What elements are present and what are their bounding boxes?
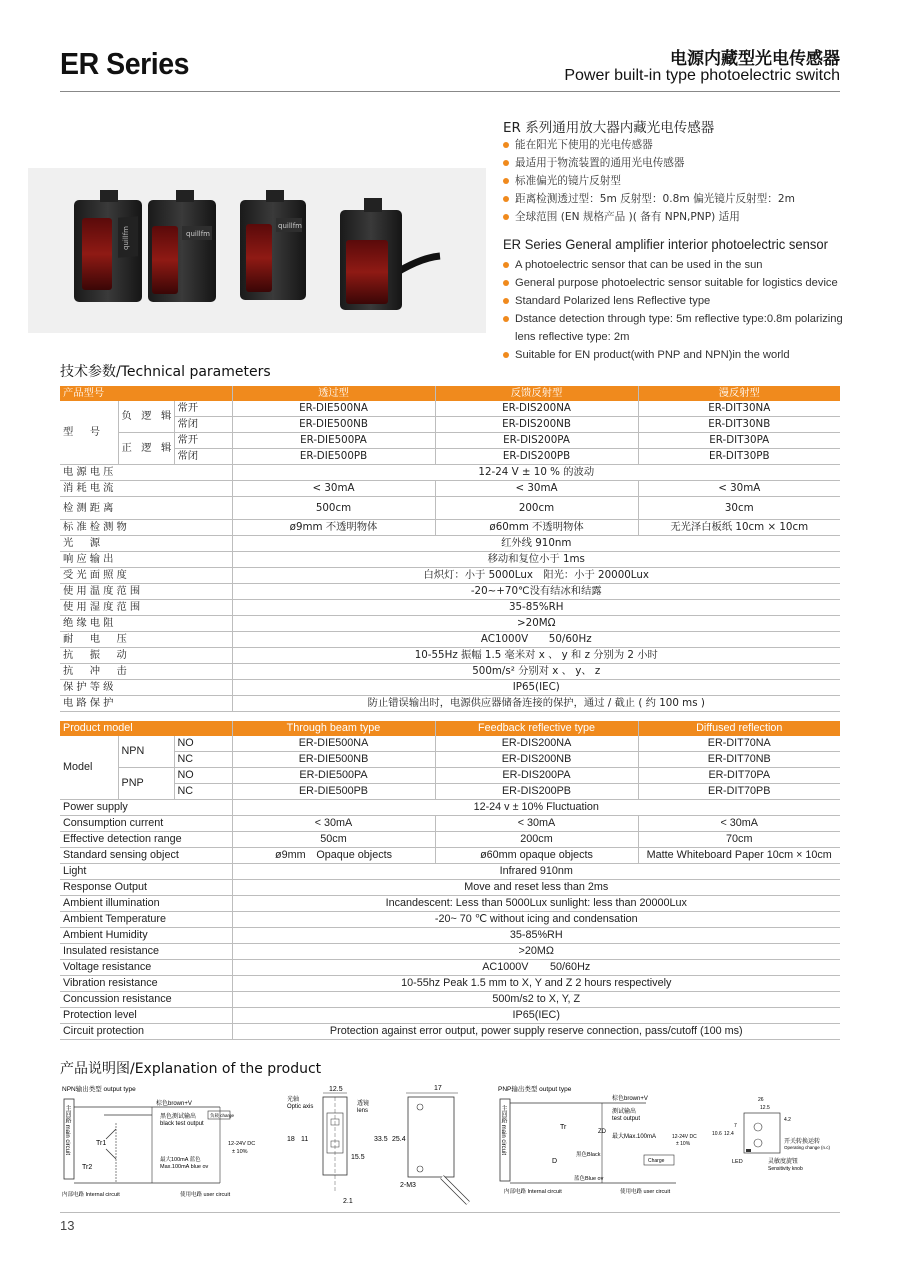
spec-label-cell: Concussion resistance: [60, 992, 232, 1008]
table-row: [60, 816, 840, 832]
sensor-brand-label: quillfm: [186, 230, 210, 238]
table-row: [60, 896, 840, 912]
pnp-load: Charge: [648, 1158, 665, 1164]
pnp-black: 黑色Black: [576, 1152, 601, 1158]
mode-cell: 常闭: [174, 449, 232, 465]
table-row: [60, 417, 840, 433]
model-cell: ER-DIT30PB: [638, 449, 840, 465]
spec-label-cell: Ambient Temperature: [60, 912, 232, 928]
feature-item: [503, 154, 843, 172]
table-row: [60, 401, 840, 417]
dim-7: 7: [734, 1123, 737, 1129]
product-photo: [28, 168, 486, 333]
series-title: ER Series: [60, 46, 190, 81]
spec-table-cn: [60, 386, 840, 712]
pnp-d: D: [552, 1158, 558, 1165]
dim-26: 26: [758, 1097, 764, 1103]
sensor-unit: [240, 190, 306, 300]
table-row: [60, 768, 840, 784]
dim-12-5: 12.5: [329, 1086, 343, 1093]
spec-value-cell: 35-85%RH: [232, 928, 840, 944]
header-cell: 漫反射型: [638, 386, 840, 401]
spec-label-cell: 消耗电流: [60, 481, 232, 497]
spec-label-cell: 抗 振 动: [60, 648, 232, 664]
table-row: [60, 784, 840, 800]
model-cell: ER-DIE500NB: [232, 417, 435, 433]
model-cell: ER-DIE500PA: [232, 433, 435, 449]
spec-value-cell: 500cm: [232, 497, 435, 520]
spec-value-cell: 12-24 v ± 10% Fluctuation: [232, 800, 840, 816]
mode-cell: 常开: [174, 401, 232, 417]
npn-tr2: Tr2: [82, 1164, 93, 1171]
header-cell: 产品型号: [60, 386, 232, 401]
feature-text: General purpose photoelectric sensor suitable for logistics device: [515, 277, 838, 289]
table-row: [60, 568, 840, 584]
spec-value-cell: ø9mm Opaque objects: [232, 848, 435, 864]
spec-value-cell: 35-85%RH: [232, 600, 840, 616]
npn-brown-label: 棕色brown+V: [156, 1101, 192, 1107]
feature-text: Suitable for EN product(with PNP and NPN)in the world: [515, 349, 790, 361]
model-cell: ER-DIS200PA: [435, 768, 638, 784]
header-cell: Product model: [60, 721, 232, 736]
features-cn-list: [503, 136, 843, 226]
model-cell: ER-DIE500NA: [232, 401, 435, 417]
spec-value-cell: < 30mA: [435, 816, 638, 832]
spec-value-cell: 30cm: [638, 497, 840, 520]
logic-group-cell: PNP: [118, 768, 174, 800]
spec-value-cell: 200cm: [435, 497, 638, 520]
spec-label-cell: 耐 电 压: [60, 632, 232, 648]
bullet-icon: [503, 352, 509, 358]
header-cell: Feedback reflective type: [435, 721, 638, 736]
model-cell: ER-DIE500PB: [232, 784, 435, 800]
footer-rule: [60, 1212, 840, 1213]
npn-load-label: 负载 charge: [210, 1113, 235, 1118]
model-cell: ER-DIE500NB: [232, 752, 435, 768]
dim-11: 11: [301, 1136, 309, 1143]
table-row: [60, 960, 840, 976]
spec-value-cell: 12-24 V ± 10 % 的波动: [232, 465, 840, 481]
npn-user-label: 使用电路 user circuit: [180, 1192, 231, 1198]
table-row: [60, 536, 840, 552]
mode-cell: NO: [174, 736, 232, 752]
table-row: [60, 648, 840, 664]
npn-circuit-diagram: [60, 1083, 280, 1203]
lens-en: lens: [357, 1108, 369, 1114]
logic-group-cell: NPN: [118, 736, 174, 768]
switch-cn: 开关转换运转: [784, 1139, 821, 1145]
mode-cell: 常开: [174, 433, 232, 449]
feature-text: Dstance detection through type: 5m reflective type:0.8m polarizing lens reflective type: 2m: [515, 313, 843, 343]
optic-axis-en: Optic axis: [287, 1104, 314, 1110]
table-row: [60, 736, 840, 752]
dim-10-6: 10.6: [712, 1131, 722, 1137]
pnp-zd: ZD: [598, 1129, 606, 1135]
npn-blue-cn: 最大100mA 蓝色: [160, 1157, 201, 1163]
header-cell: 透过型: [232, 386, 435, 401]
spec-value-cell: IP65(IEC): [232, 680, 840, 696]
table-header-row: [60, 386, 840, 401]
spec-label-cell: Consumption current: [60, 816, 232, 832]
sensitivity-cn: 灵敏度旋钮: [768, 1159, 799, 1165]
mode-cell: 常闭: [174, 417, 232, 433]
dim-2-m3: 2-M3: [400, 1182, 416, 1189]
dimension-drawing-front: [372, 1083, 482, 1208]
spec-value-cell: ø60mm 不透明物体: [435, 520, 638, 536]
bullet-icon: [503, 262, 509, 268]
feature-item: [503, 172, 843, 190]
spec-value-cell: >20MΩ: [232, 616, 840, 632]
feature-item: [503, 310, 843, 346]
model-cell: ER-DIT70PB: [638, 784, 840, 800]
spec-value-cell: -20~+70℃没有结冰和结露: [232, 584, 840, 600]
features-en-list: [503, 256, 843, 364]
logic-group-cell: 正 逻 辑: [118, 433, 174, 465]
spec-label-cell: Effective detection range: [60, 832, 232, 848]
model-cell: ER-DIS200PB: [435, 784, 638, 800]
dim-4-2: 4.2: [784, 1117, 791, 1123]
spec-value-cell: >20MΩ: [232, 944, 840, 960]
dim-25-4: 25.4: [392, 1136, 406, 1143]
model-cell: ER-DIE500PB: [232, 449, 435, 465]
table-row: [60, 864, 840, 880]
model-cell: ER-DIT70NB: [638, 752, 840, 768]
table-row: [60, 928, 840, 944]
sensor-brand-label: quillfm: [278, 222, 302, 230]
switch-en: Operating change (n.c): [784, 1145, 831, 1150]
model-cell: ER-DIS200NA: [435, 401, 638, 417]
spec-label-cell: Insulated resistance: [60, 944, 232, 960]
model-cell: ER-DIE500NA: [232, 736, 435, 752]
npn-internal-label: 内部电路 Internal circuit: [62, 1192, 120, 1198]
model-cell: ER-DIT70NA: [638, 736, 840, 752]
pnp-max: 最大Max.100mA: [612, 1134, 657, 1140]
spec-label-cell: 使用湿度范围: [60, 600, 232, 616]
feature-text: 最适用于物流装置的通用光电传感器: [515, 157, 685, 169]
table-row: [60, 944, 840, 960]
led-label: LED: [732, 1159, 743, 1165]
pnp-internal-label: 内部电路 Internal circuit: [504, 1189, 562, 1195]
table-row: [60, 832, 840, 848]
spec-label-cell: Vibration resistance: [60, 976, 232, 992]
table-row: [60, 992, 840, 1008]
sensor-brand-label: quillfm: [122, 226, 130, 250]
npn-blue-en: Max.100mA blue ov: [160, 1164, 209, 1170]
model-cell: ER-DIE500PA: [232, 768, 435, 784]
spec-label-cell: 受光面照度: [60, 568, 232, 584]
pnp-test-cn: 测试输出: [612, 1109, 637, 1115]
spec-value-cell: < 30mA: [638, 481, 840, 497]
spec-label-cell: Protection level: [60, 1008, 232, 1024]
pnp-main-circuit: 主回路 main circuit: [500, 1105, 506, 1156]
table-row: [60, 433, 840, 449]
table-row: [60, 1024, 840, 1040]
spec-label-cell: 保护等级: [60, 680, 232, 696]
model-cell: ER-DIS200PB: [435, 449, 638, 465]
feature-item: [503, 256, 843, 274]
spec-label-cell: Standard sensing object: [60, 848, 232, 864]
npn-title: NPN输出类型 output type: [62, 1086, 136, 1093]
model-cell: ER-DIT70PA: [638, 768, 840, 784]
model-cell: ER-DIS200NB: [435, 752, 638, 768]
spec-value-cell: 200cm: [435, 832, 638, 848]
model-cell: ER-DIT30NA: [638, 401, 840, 417]
table-row: [60, 465, 840, 481]
feature-item: [503, 274, 843, 292]
table-row: [60, 520, 840, 536]
spec-label-cell: Circuit protection: [60, 1024, 232, 1040]
feature-text: 标准偏光的镜片反射型: [515, 175, 621, 187]
dim-18: 18: [287, 1136, 295, 1143]
spec-value-cell: AC1000V 50/60Hz: [232, 960, 840, 976]
optic-axis-cn: 光轴: [287, 1097, 300, 1103]
dim-33-5: 33.5: [374, 1136, 388, 1143]
spec-value-cell: 防止错误输出时，电源供应器储备连接的保护，通过 / 截止 ( 约 100 ms ): [232, 696, 840, 712]
spec-value-cell: Protection against error output, power supply reserve connection, pass/cutoff (100 ms): [232, 1024, 840, 1040]
mode-cell: NC: [174, 784, 232, 800]
title-cn: 电源内藏型光电传感器: [670, 49, 840, 69]
table-row: [60, 600, 840, 616]
feature-item: [503, 136, 843, 154]
npn-tolerance: ± 10%: [232, 1149, 248, 1155]
sensor-unit: [340, 198, 440, 310]
spec-value-cell: Move and reset less than 2ms: [232, 880, 840, 896]
spec-value-cell: IP65(IEC): [232, 1008, 840, 1024]
npn-supply: 12-24V DC: [228, 1141, 256, 1147]
table-row: [60, 912, 840, 928]
model-cell: ER-DIS200NA: [435, 736, 638, 752]
explanation-title: 产品说明图/Explanation of the product: [60, 1061, 322, 1077]
pnp-supply: 12-24V DC: [672, 1134, 697, 1140]
spec-value-cell: < 30mA: [232, 816, 435, 832]
spec-label-cell: 电路保护: [60, 696, 232, 712]
lens-cn: 透镜: [357, 1101, 370, 1107]
table-row: [60, 696, 840, 712]
spec-value-cell: < 30mA: [638, 816, 840, 832]
spec-value-cell: 500m/s2 to X, Y, Z: [232, 992, 840, 1008]
header-cell: Diffused reflection: [638, 721, 840, 736]
bullet-icon: [503, 214, 509, 220]
spec-value-cell: 移动和复位小于 1ms: [232, 552, 840, 568]
pnp-brown-label: 棕色brown+V: [612, 1096, 648, 1102]
features-en-heading: ER Series General amplifier interior photoelectric sensor: [503, 236, 828, 252]
table-row: [60, 449, 840, 465]
sensor-unit: [74, 190, 142, 302]
spec-value-cell: 50cm: [232, 832, 435, 848]
feature-item: [503, 190, 843, 208]
technical-parameters-title: 技术参数/Technical parameters: [60, 364, 271, 380]
spec-label-cell: 电源电压: [60, 465, 232, 481]
spec-label-cell: 光 源: [60, 536, 232, 552]
table-row: [60, 800, 840, 816]
bullet-icon: [503, 196, 509, 202]
npn-black-test-cn: 黑色测试输出: [160, 1114, 197, 1120]
feature-text: 距离检测透过型：5m 反射型：0.8m 偏光镜片反射型：2m: [515, 193, 795, 205]
spec-label-cell: 检测距离: [60, 497, 232, 520]
sensor-photo-illustration: [28, 168, 486, 333]
dimension-drawing-side: [285, 1083, 380, 1208]
spec-label-cell: 响应输出: [60, 552, 232, 568]
knob-dim-12-5: 12.5: [760, 1105, 770, 1111]
table-row: [60, 584, 840, 600]
header-rule: [60, 91, 840, 92]
feature-text: Standard Polarized lens Reflective type: [515, 295, 711, 307]
bullet-icon: [503, 298, 509, 304]
table-row: [60, 632, 840, 648]
model-cell: ER-DIT30PA: [638, 433, 840, 449]
model-label-cell: 型 号: [60, 401, 118, 465]
features-cn-heading: ER 系列通用放大器内藏光电传感器: [503, 120, 715, 136]
dim-12-4: 12.4: [724, 1131, 734, 1137]
mode-cell: NO: [174, 768, 232, 784]
feature-item: [503, 346, 843, 364]
spec-value-cell: < 30mA: [232, 481, 435, 497]
spec-label-cell: 绝缘电阻: [60, 616, 232, 632]
spec-value-cell: 白炽灯：小于 5000Lux 阳光：小于 20000Lux: [232, 568, 840, 584]
pnp-title: PNP输出类型 output type: [498, 1086, 572, 1093]
table-row: [60, 1008, 840, 1024]
spec-label-cell: 标准检测物: [60, 520, 232, 536]
sensor-unit: [148, 190, 216, 302]
model-cell: ER-DIS200PA: [435, 433, 638, 449]
spec-value-cell: < 30mA: [435, 481, 638, 497]
feature-item: [503, 292, 843, 310]
spec-label-cell: Power supply: [60, 800, 232, 816]
knob-diagram: [712, 1093, 840, 1188]
table-row: [60, 752, 840, 768]
feature-text: 能在阳光下使用的光电传感器: [515, 139, 653, 151]
model-cell: ER-DIS200NB: [435, 417, 638, 433]
model-label-cell: Model: [60, 736, 118, 800]
spec-value-cell: 500m/s² 分别对 x 、 y、 z: [232, 664, 840, 680]
dim-15-5: 15.5: [351, 1154, 365, 1161]
spec-value-cell: Incandescent: Less than 5000Lux sunlight: less than 20000Lux: [232, 896, 840, 912]
bullet-icon: [503, 280, 509, 286]
table-row: [60, 664, 840, 680]
spec-value-cell: 10-55hz Peak 1.5 mm to X, Y and Z 2 hours respectively: [232, 976, 840, 992]
mode-cell: NC: [174, 752, 232, 768]
logic-group-cell: 负 逻 辑: [118, 401, 174, 433]
table-row: [60, 848, 840, 864]
feature-text: 全球范围 (EN 规格产品 )( 备有 NPN,PNP) 适用: [515, 211, 740, 223]
dim-17: 17: [434, 1085, 442, 1092]
pnp-test-en: test output: [612, 1116, 641, 1122]
spec-value-cell: 红外线 910nm: [232, 536, 840, 552]
table-row: [60, 552, 840, 568]
spec-label-cell: Ambient illumination: [60, 896, 232, 912]
spec-label-cell: Voltage resistance: [60, 960, 232, 976]
spec-value-cell: 10-55Hz 振幅 1.5 毫米对 x 、 y 和 z 分别为 2 小时: [232, 648, 840, 664]
bullet-icon: [503, 178, 509, 184]
spec-value-cell: Matte Whiteboard Paper 10cm × 10cm: [638, 848, 840, 864]
spec-value-cell: Infrared 910nm: [232, 864, 840, 880]
table-row: [60, 497, 840, 520]
npn-black-test-en: black test output: [160, 1121, 204, 1127]
table-row: [60, 616, 840, 632]
npn-main-circuit: 主回路 main circuit: [64, 1105, 70, 1156]
page-number: 13: [60, 1218, 75, 1233]
table-row: [60, 880, 840, 896]
dim-2-1: 2.1: [343, 1198, 353, 1205]
table-row: [60, 976, 840, 992]
pnp-user-label: 使用电路 user circuit: [620, 1189, 671, 1195]
spec-label-cell: 使用温度范围: [60, 584, 232, 600]
feature-item: [503, 208, 843, 226]
pnp-tolerance: ± 10%: [676, 1141, 691, 1147]
title-en: Power built-in type photoelectric switch: [564, 67, 840, 84]
spec-label-cell: 抗 冲 击: [60, 664, 232, 680]
spec-value-cell: ø60mm opaque objects: [435, 848, 638, 864]
spec-value-cell: AC1000V 50/60Hz: [232, 632, 840, 648]
table-row: [60, 680, 840, 696]
bullet-icon: [503, 160, 509, 166]
sensitivity-en: Sensitivity knob: [768, 1166, 803, 1172]
spec-value-cell: 70cm: [638, 832, 840, 848]
table-row: [60, 481, 840, 497]
pnp-blue: 蓝色Blue ov: [574, 1176, 604, 1182]
npn-tr1: Tr1: [96, 1140, 107, 1147]
bullet-icon: [503, 316, 509, 322]
spec-value-cell: 无光泽白板纸 10cm × 10cm: [638, 520, 840, 536]
spec-label-cell: Ambient Humidity: [60, 928, 232, 944]
spec-value-cell: -20~ 70 ℃ without icing and condensation: [232, 912, 840, 928]
bullet-icon: [503, 142, 509, 148]
spec-value-cell: ø9mm 不透明物体: [232, 520, 435, 536]
spec-table-en: [60, 721, 840, 1040]
pnp-circuit-diagram: [496, 1083, 716, 1203]
spec-label-cell: Light: [60, 864, 232, 880]
table-header-row: [60, 721, 840, 736]
model-cell: ER-DIT30NB: [638, 417, 840, 433]
spec-label-cell: Response Output: [60, 880, 232, 896]
header-cell: 反馈反射型: [435, 386, 638, 401]
feature-text: A photoelectric sensor that can be used in the sun: [515, 259, 763, 271]
pnp-tr: Tr: [560, 1124, 567, 1131]
header-cell: Through beam type: [232, 721, 435, 736]
